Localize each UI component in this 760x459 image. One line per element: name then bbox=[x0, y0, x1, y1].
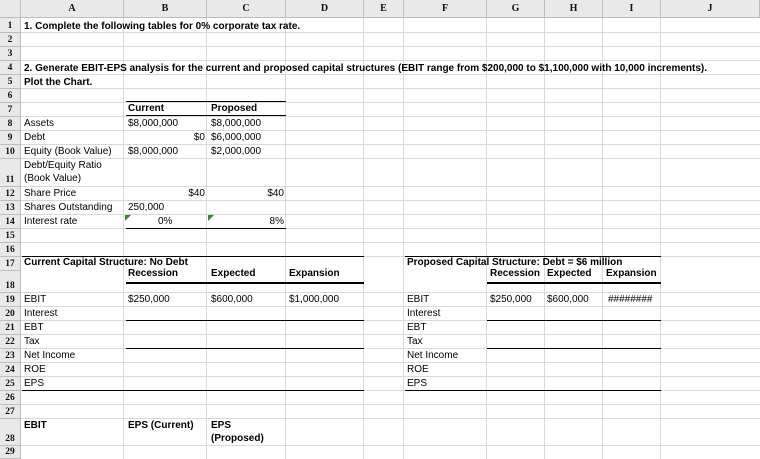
grid-line bbox=[21, 144, 760, 145]
grid-line bbox=[21, 362, 760, 363]
grid-line bbox=[21, 418, 760, 419]
current-recession-header[interactable]: Recession bbox=[128, 268, 179, 279]
table-border bbox=[126, 282, 364, 284]
row-header-11[interactable]: 11 bbox=[0, 159, 21, 187]
assets-label[interactable]: Assets bbox=[24, 118, 55, 129]
grid-line bbox=[403, 18, 404, 459]
row-header-4[interactable]: 4 bbox=[0, 61, 21, 75]
current-net-income-label[interactable]: Net Income bbox=[24, 350, 76, 361]
bottom-eps-proposed-header[interactable]: EPS bbox=[211, 420, 232, 431]
row-header-14[interactable]: 14 bbox=[0, 215, 21, 229]
debt-proposed[interactable]: $6,000,000 bbox=[211, 132, 262, 143]
proposed-ebit-expansion[interactable]: ######## bbox=[608, 294, 653, 305]
table-border bbox=[487, 320, 661, 321]
column-header-b[interactable]: B bbox=[124, 0, 207, 18]
grid-line bbox=[206, 18, 207, 459]
current-tax-label[interactable]: Tax bbox=[24, 336, 40, 347]
current-structure-title[interactable]: Current Capital Structure: No Debt bbox=[24, 257, 188, 268]
row-header-3[interactable]: 3 bbox=[0, 47, 21, 61]
grid-line bbox=[21, 158, 760, 159]
row-header-7[interactable]: 7 bbox=[0, 103, 21, 117]
row-header-19[interactable]: 19 bbox=[0, 293, 21, 307]
assets-proposed[interactable]: $8,000,000 bbox=[211, 118, 262, 129]
grid-line bbox=[21, 88, 760, 89]
assets-current[interactable]: $8,000,000 bbox=[128, 118, 179, 129]
grid-line bbox=[21, 116, 760, 117]
row-header-9[interactable]: 9 bbox=[0, 131, 21, 145]
bottom-eps-current-header[interactable]: EPS (Current) bbox=[128, 420, 194, 431]
grid-line bbox=[21, 186, 760, 187]
de-ratio-label-2: (Book Value) bbox=[24, 173, 82, 184]
column-header-c[interactable]: C bbox=[207, 0, 286, 18]
bottom-ebit-header[interactable]: EBIT bbox=[24, 420, 47, 431]
row-header-5[interactable]: 5 bbox=[0, 75, 21, 89]
grid-line bbox=[123, 18, 124, 459]
row-header-10[interactable]: 10 bbox=[0, 145, 21, 159]
current-expected-header[interactable]: Expected bbox=[211, 268, 256, 279]
table-border bbox=[126, 348, 364, 349]
current-ebt-label[interactable]: EBT bbox=[24, 322, 44, 333]
current-interest-label[interactable]: Interest bbox=[24, 308, 58, 319]
bottom-eps-proposed-header-2: (Proposed) bbox=[211, 433, 264, 444]
interest-rate-current[interactable]: 0% bbox=[158, 216, 173, 227]
current-ebit-expected[interactable]: $600,000 bbox=[211, 294, 253, 305]
column-header-i[interactable]: I bbox=[603, 0, 661, 18]
table-border bbox=[487, 282, 661, 284]
grid-line bbox=[21, 74, 760, 75]
column-header-h[interactable]: H bbox=[545, 0, 603, 18]
grid-line bbox=[21, 32, 760, 33]
equity-current[interactable]: $8,000,000 bbox=[128, 146, 179, 157]
column-header-g[interactable]: G bbox=[487, 0, 545, 18]
row-header-26[interactable]: 26 bbox=[0, 391, 21, 405]
table-border bbox=[126, 101, 286, 102]
table-border bbox=[126, 320, 364, 321]
grid-line bbox=[21, 376, 760, 377]
de-ratio-label[interactable]: Debt/Equity Ratio bbox=[24, 160, 102, 171]
column-header-f[interactable]: F bbox=[404, 0, 487, 18]
row-header-21[interactable]: 21 bbox=[0, 321, 21, 335]
current-header[interactable]: Current bbox=[128, 103, 165, 114]
row-header-20[interactable]: 20 bbox=[0, 307, 21, 321]
row-header-27[interactable]: 27 bbox=[0, 405, 21, 419]
current-roe-label[interactable]: ROE bbox=[24, 364, 46, 375]
grid-line bbox=[21, 46, 760, 47]
interest-rate-proposed[interactable]: 8% bbox=[269, 216, 284, 227]
row-header-12[interactable]: 12 bbox=[0, 187, 21, 201]
grid-line bbox=[21, 404, 760, 405]
table-border bbox=[22, 390, 364, 391]
row-header-23[interactable]: 23 bbox=[0, 349, 21, 363]
question-2-continued[interactable]: Plot the Chart. bbox=[24, 77, 93, 88]
grid-line bbox=[21, 306, 760, 307]
grid-line bbox=[285, 18, 286, 459]
table-border bbox=[126, 228, 286, 229]
proposed-structure-title[interactable]: Proposed Capital Structure: Debt = $6 million bbox=[407, 257, 623, 268]
proposed-recession-header[interactable]: Recession bbox=[490, 268, 541, 279]
proposed-tax-label[interactable]: Tax bbox=[407, 336, 423, 347]
row-header-24[interactable]: 24 bbox=[0, 363, 21, 377]
table-border bbox=[487, 348, 661, 349]
table-border bbox=[126, 115, 286, 116]
current-expansion-header[interactable]: Expansion bbox=[289, 268, 340, 279]
shares-outstanding-label[interactable]: Shares Outstanding bbox=[24, 202, 113, 213]
equity-proposed[interactable]: $2,000,000 bbox=[211, 146, 262, 157]
row-header-6[interactable]: 6 bbox=[0, 89, 21, 103]
grid-line bbox=[21, 445, 760, 446]
share-price-current[interactable]: $40 bbox=[188, 188, 205, 199]
current-ebit-expansion[interactable]: $1,000,000 bbox=[289, 294, 340, 305]
question-1[interactable]: 1. Complete the following tables for 0% corporate tax rate. bbox=[24, 21, 301, 32]
current-ebit-label[interactable]: EBIT bbox=[24, 294, 47, 305]
debt-label[interactable]: Debt bbox=[24, 132, 46, 143]
grid-line bbox=[602, 18, 603, 459]
column-header-e[interactable]: E bbox=[364, 0, 404, 18]
share-price-proposed[interactable]: $40 bbox=[267, 188, 284, 199]
grid-line bbox=[544, 18, 545, 459]
error-marker-icon bbox=[125, 215, 131, 221]
proposed-eps-label[interactable]: EPS bbox=[407, 378, 428, 389]
row-header-28[interactable]: 28 bbox=[0, 419, 21, 446]
proposed-roe-label[interactable]: ROE bbox=[407, 364, 429, 375]
column-header-a[interactable]: A bbox=[21, 0, 124, 18]
interest-rate-label[interactable]: Interest rate bbox=[24, 216, 78, 227]
grid-line bbox=[363, 18, 364, 459]
current-ebit-recession[interactable]: $250,000 bbox=[128, 294, 170, 305]
row-header-8[interactable]: 8 bbox=[0, 117, 21, 131]
proposed-ebit-recession[interactable]: $250,000 bbox=[490, 294, 532, 305]
question-2[interactable]: 2. Generate EBIT-EPS analysis for the current and proposed capital structures (EBIT range from $200,000 to $1,100,000 with 10,000 increments). bbox=[24, 63, 708, 74]
row-header-1[interactable]: 1 bbox=[0, 18, 21, 33]
row-header-17[interactable]: 17 bbox=[0, 257, 21, 271]
column-header-d[interactable]: D bbox=[286, 0, 364, 18]
row-header-15[interactable]: 15 bbox=[0, 229, 21, 243]
grid-line bbox=[21, 130, 760, 131]
grid-line bbox=[21, 60, 760, 61]
grid-line bbox=[21, 242, 760, 243]
grid-line bbox=[660, 18, 661, 459]
proposed-ebt-label[interactable]: EBT bbox=[407, 322, 427, 333]
proposed-expansion-header[interactable]: Expansion bbox=[606, 268, 657, 279]
current-eps-label[interactable]: EPS bbox=[24, 378, 45, 389]
row-header-2[interactable]: 2 bbox=[0, 33, 21, 47]
shares-outstanding-current[interactable]: 250,000 bbox=[128, 202, 165, 213]
proposed-net-income-label[interactable]: Net Income bbox=[407, 350, 459, 361]
grid-line bbox=[21, 292, 760, 293]
proposed-ebit-label[interactable]: EBIT bbox=[407, 294, 430, 305]
proposed-interest-label[interactable]: Interest bbox=[407, 308, 441, 319]
row-header-16[interactable]: 16 bbox=[0, 243, 21, 257]
grid-line bbox=[21, 200, 760, 201]
row-header-25[interactable]: 25 bbox=[0, 377, 21, 391]
proposed-header[interactable]: Proposed bbox=[211, 103, 258, 114]
proposed-expected-header[interactable]: Expected bbox=[547, 268, 592, 279]
select-all-corner[interactable] bbox=[0, 0, 21, 18]
row-header-29[interactable]: 29 bbox=[0, 446, 21, 459]
grid-line bbox=[21, 334, 760, 335]
column-header-j[interactable]: J bbox=[661, 0, 760, 18]
row-header-22[interactable]: 22 bbox=[0, 335, 21, 349]
table-border bbox=[405, 390, 661, 391]
equity-label[interactable]: Equity (Book Value) bbox=[24, 146, 112, 157]
grid-line bbox=[21, 214, 760, 215]
debt-current[interactable]: $0 bbox=[193, 132, 205, 143]
share-price-label[interactable]: Share Price bbox=[24, 188, 77, 199]
proposed-ebit-expected[interactable]: $600,000 bbox=[547, 294, 589, 305]
row-header-18[interactable]: 18 bbox=[0, 271, 21, 293]
row-header-13[interactable]: 13 bbox=[0, 201, 21, 215]
grid-line bbox=[486, 18, 487, 459]
